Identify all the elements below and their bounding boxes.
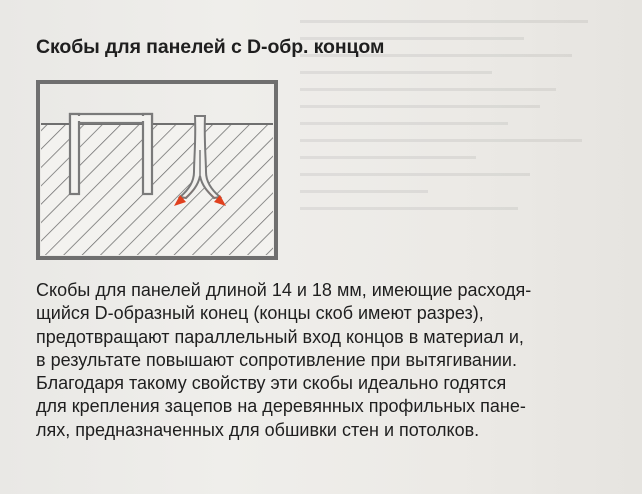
paragraph-line: лях, предназначенных для обшивки стен и потолков. (36, 419, 480, 440)
paragraph-line: в результате повышают сопротивление при вытягивании. (36, 349, 517, 370)
paragraph-line: предотвращают параллельный вход концов в материал и, (36, 326, 524, 347)
paragraph-line: для крепления зацепов на деревянных профильных пане- (36, 396, 526, 417)
paragraph-line: Благодаря такому свойству эти скобы идеально годятся (36, 373, 507, 394)
staple-diagram (36, 80, 278, 260)
staple-illustration (36, 80, 278, 260)
section-heading: Скобы для панелей с D-обр. концом (36, 36, 385, 58)
description-paragraph (36, 279, 626, 442)
paragraph-line: щийся D-образный конец (концы скоб имеют разрез), (36, 303, 484, 324)
paragraph-line: Скобы для панелей длиной 14 и 18 мм, имеющие расходя- (36, 280, 532, 300)
